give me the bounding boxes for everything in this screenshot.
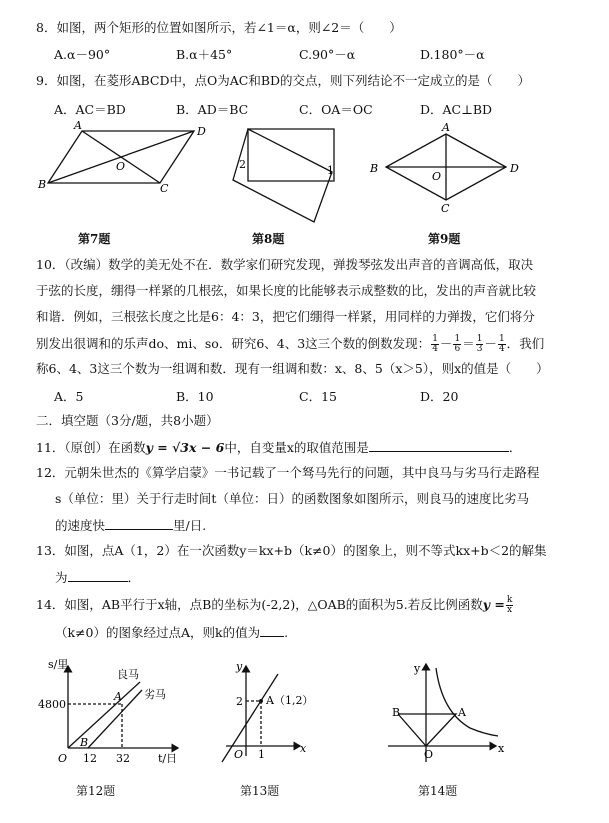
fig7-label-c: C xyxy=(160,182,169,195)
q8-option-d: D.180°－α xyxy=(420,47,485,62)
fig14-caption: 第14题 xyxy=(418,784,458,798)
fig12-origin: O xyxy=(58,752,68,765)
q10-op-1: － xyxy=(439,336,453,351)
q8-option-a: A.α－90° xyxy=(54,47,111,62)
fig14-origin: O xyxy=(424,748,434,761)
q12-line-1: 12．元朝朱世杰的《算学启蒙》一书记载了一个驽马先行的问题，其中良马与劣马行走路程 xyxy=(36,465,540,480)
q9-option-a: A．AC＝BD xyxy=(54,102,126,117)
q14-text-b: （k≠0）的图象经过点A，则k的值为 xyxy=(55,625,261,640)
q10-fraction-3: $\frac{1}{3}$ xyxy=(476,334,483,354)
q10-option-b: B．10 xyxy=(176,389,214,404)
q10-fraction-2: $\frac{1}{6}$ xyxy=(454,334,461,354)
q10-line-4-text: 别发出很调和的乐声do、mi、so．研究6、4、3这三个数的倒数发现： xyxy=(36,336,431,351)
fig8-caption: 第8题 xyxy=(252,232,285,246)
q9-option-b: B．AD＝BC xyxy=(176,102,249,117)
q11-text-a: 11．（原创）在函数 xyxy=(36,440,146,455)
fig9-caption: 第9题 xyxy=(428,232,461,246)
q10-line-2: 于弦的长度，绷得一样紧的几根弦，如果长度的比能够表示成整数的比，发出的声音就比较 xyxy=(36,283,537,298)
fig13-y-label: y xyxy=(236,660,243,673)
fig13-y-2: 2 xyxy=(236,695,243,708)
fig12-x-32: 32 xyxy=(116,752,130,765)
q8-stem: 8．如图，两个矩形的位置如图所示，若∠1＝α，则∠2＝（ ） xyxy=(36,20,402,35)
fig7-label-a: A xyxy=(74,119,82,132)
q10-option-d: D．20 xyxy=(420,389,459,404)
fig12-y-4800: 4800 xyxy=(38,698,66,711)
fig14-x-label: x xyxy=(498,742,505,755)
q13-line-1: 13．如图，点A（1，2）在一次函数y＝kx+b（k≠0）的图象上，则不等式kx+b＜2的解集 xyxy=(36,543,547,558)
q10-line-4-end: 我们 xyxy=(519,336,545,351)
q8-option-b: B.α＋45° xyxy=(176,47,233,62)
fig13-x-1: 1 xyxy=(258,748,265,761)
q10-option-a: A．5 xyxy=(54,389,84,404)
fig14-point-a: A xyxy=(458,706,466,719)
section-2-heading: 二．填空题（3分/题，共8小题） xyxy=(36,413,219,428)
q10-fraction-1: $\frac{1}{4}$ xyxy=(432,334,438,354)
q13-text-b: ． xyxy=(127,570,141,585)
fig7-label-o: O xyxy=(116,160,126,173)
q8-option-c: C.90°－α xyxy=(299,47,356,62)
fig9-label-d: D xyxy=(510,162,519,175)
q11-formula: y = √3x − 6 xyxy=(145,440,225,455)
q12-text-a: 的速度快 xyxy=(55,518,106,533)
q10-line-5: 称6、4、3这三个数为一组调和数．现有一组调和数：x、8、5（x＞5），则x的值是（ ） xyxy=(36,361,549,376)
fig13-point-a-label: A（1,2） xyxy=(266,694,314,707)
fig7-label-d: D xyxy=(197,125,206,138)
q14-formula: y = xyxy=(482,597,505,612)
q12-text-b: 里/日. xyxy=(173,518,207,533)
fig12-caption: 第12题 xyxy=(76,784,116,798)
fig8-angle-1-label: 1 xyxy=(327,164,334,177)
q10-line-3: 和谐．例如，三根弦长度之比是6：4：3，把它们绷得一样紧，用同样的力弹拨，它们将分 xyxy=(36,309,535,324)
fig9-label-o: O xyxy=(432,170,442,183)
q10-line-1: 10．（改编）数学的美无处不在．数学家们研究发现，弹拨琴弦发出声音的音调高低，取决 xyxy=(36,257,534,272)
fig14-y-label: y xyxy=(414,662,421,675)
q9-option-d: D．AC⊥BD xyxy=(420,102,493,117)
fig7-label-b: B xyxy=(38,178,47,191)
fig13-caption: 第13题 xyxy=(240,784,280,798)
q10-op-2: ＝ xyxy=(462,336,475,351)
fig13-x-label: x xyxy=(300,742,307,755)
q11-text-c: ． xyxy=(508,440,522,455)
fig12-bad-horse-label: 劣马 xyxy=(144,688,166,701)
fig8-angle-2-label: 2 xyxy=(239,158,246,171)
fig13-origin: O xyxy=(234,748,244,761)
fig12-x-12: 12 xyxy=(83,752,97,765)
fig9-label-a: A xyxy=(442,121,450,134)
fig12-y-label: s/里 xyxy=(48,658,69,671)
q14-text-c: . xyxy=(284,625,289,640)
q14-fraction: $\frac{k}{x}$ xyxy=(506,595,513,615)
q10-op-4: ． xyxy=(506,336,520,351)
q10-option-c: C．15 xyxy=(299,389,337,404)
q9-stem: 9．如图，在菱形ABCD中，点O为AC和BD的交点，则下列结论不一定成立的是（ ） xyxy=(36,73,531,88)
fig12-good-horse-label: 良马 xyxy=(117,668,139,681)
q14-text-a: 14．如图，AB平行于x轴，点B的坐标为(-2,2)，△OAB的面积为5.若反比例函数 xyxy=(36,597,483,612)
fig12-x-label: t/日 xyxy=(158,752,178,765)
q12-line-2: s（单位：里）关于行走时间t（单位：日）的函数图象如图所示，则良马的速度比劣马 xyxy=(55,491,529,506)
fig7-caption: 第7题 xyxy=(78,232,111,246)
q11-text-b: 中，自变量x的取值范围是 xyxy=(224,440,369,455)
q10-op-3: － xyxy=(484,336,497,351)
fig12-point-a: A xyxy=(114,690,122,703)
fig9-label-b: B xyxy=(370,162,379,175)
fig14-point-b: B xyxy=(392,706,401,719)
q9-option-c: C．OA＝OC xyxy=(299,102,373,117)
q10-fraction-4: $\frac{1}{4}$ xyxy=(498,334,505,354)
q13-text-a: 为 xyxy=(55,570,68,585)
fig12-point-b: B xyxy=(80,736,89,749)
fig9-label-c: C xyxy=(441,202,450,215)
